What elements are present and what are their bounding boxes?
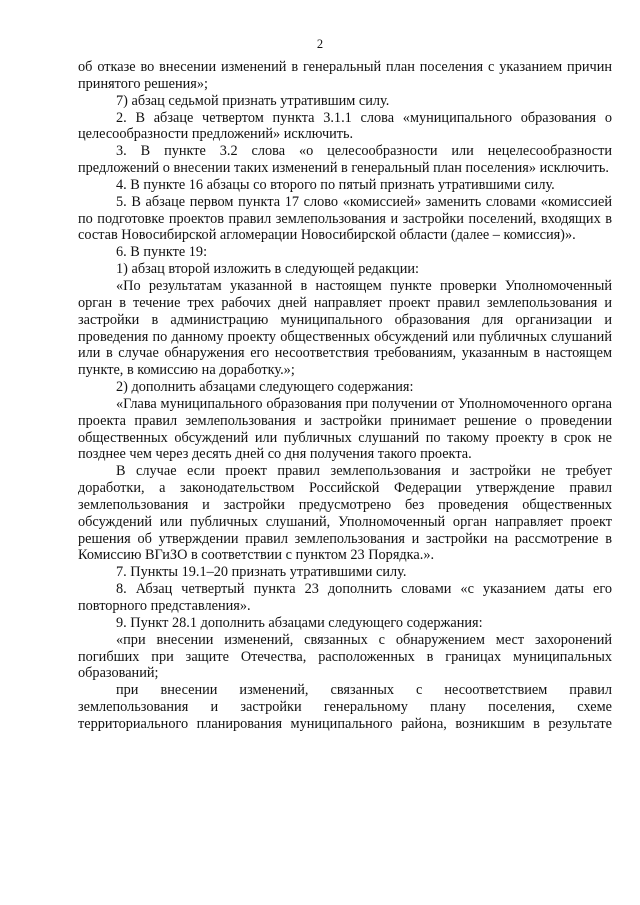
paragraph: об отказе во внесении изменений в генеральный план поселения с указанием причин принятого решения»; (78, 59, 612, 92)
page-number: 2 (316, 37, 324, 51)
paragraph: В случае если проект правил землепользования и застройки не требует доработки, а законодательством Российской Федерации утверждение правил землепользования и застройки предусмотрено без проведения общественных обсуждений или публичных слушаний, Уполномоченный орган направляет проект решения об утверждении правил землепользования и застройки на рассмотрение в Комиссию ВГиЗО в соответствии с пунктом 23 Порядка.». (78, 463, 612, 564)
paragraph: 1) абзац второй изложить в следующей редакции: (116, 261, 419, 278)
document-body (78, 59, 612, 733)
paragraph: 6. В пункте 19: (116, 244, 208, 261)
paragraph: 7. Пункты 19.1–20 признать утратившими силу. (116, 564, 407, 581)
paragraph: 9. Пункт 28.1 дополнить абзацами следующего содержания: (116, 614, 483, 631)
paragraph: «Глава муниципального образования при получении от Уполномоченного органа проекта правил землепользования и застройки принимает решение о проведении общественных обсуждений или публичных слушаний по такому проекту в срок не позднее чем через десять дней со дня получения такого проекта. (78, 395, 612, 463)
paragraph: «По результатам указанной в настоящем пункте проверки Уполномоченный орган в течение трех рабочих дней направляет проект правил землепользования и застройки в администрацию муниципального образования для организации и проведения по данному проекту общественных обсуждений или публичных слушаний или в случае обнаружения его несоответствия требованиям, указанным в настоящем пункте, в комиссию на доработку.»; (78, 277, 612, 379)
paragraph: 8. Абзац четвертый пункта 23 дополнить словами «с указанием даты его повторного представления». (78, 581, 612, 614)
paragraph: «при внесении изменений, связанных с обнаружением мест захоронений погибших при защите Отечества, расположенных в границах муниципальных образований; (78, 631, 612, 682)
paragraph: 4. В пункте 16 абзацы со второго по пятый признать утратившими силу. (116, 176, 555, 193)
paragraph: 3. В пункте 3.2 слова «о целесообразности или нецелесообразности предложений о внесении таких изменений в генеральный план поселения» исключить. (78, 143, 612, 177)
paragraph: 7) абзац седьмой признать утратившим силу. (116, 92, 390, 109)
paragraph: 5. В абзаце первом пункта 17 слово «комиссией» заменить словами «комиссией по подготовке проектов правил землепользования и застройки поселений, входящих в состав Новосибирской агломерации Новосибирской области (далее – комиссия)». (78, 193, 612, 244)
paragraph: 2. В абзаце четвертом пункта 3.1.1 слова «муниципального образования о целесообразности предложений» исключить. (78, 109, 612, 143)
paragraph: 2) дополнить абзацами следующего содержания: (116, 379, 414, 396)
paragraph: при внесении изменений, связанных с несоответствием правил землепользования и застройки генеральному плану поселения, схеме территориального планирования муниципального района, возникшим в результате (78, 682, 612, 732)
